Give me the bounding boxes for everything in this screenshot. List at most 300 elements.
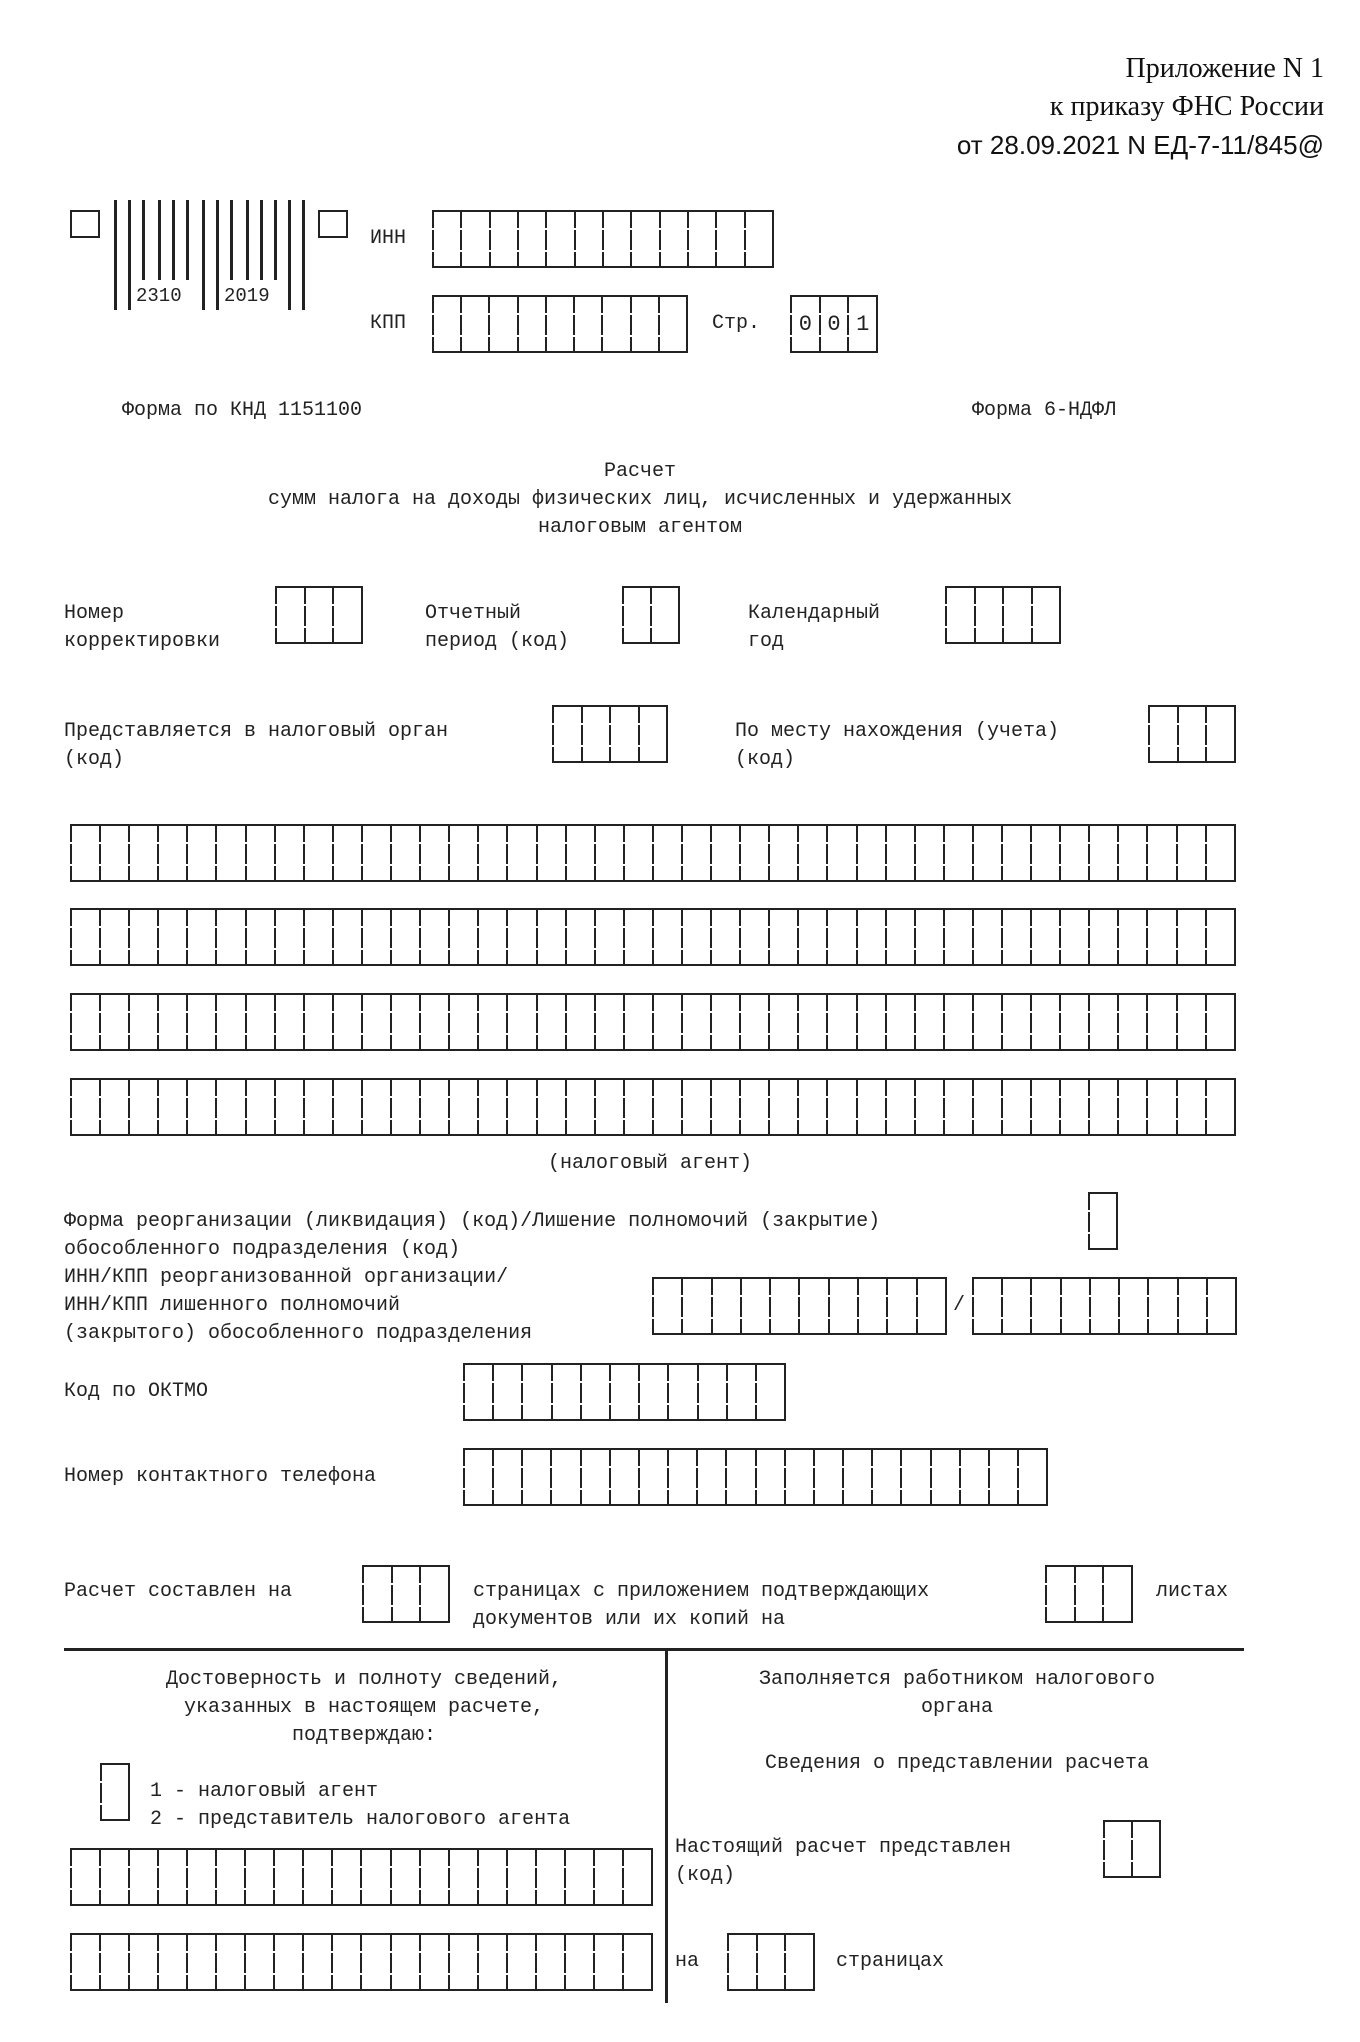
input-cell[interactable]	[434, 297, 462, 351]
input-cell[interactable]	[1032, 910, 1061, 964]
input-cell[interactable]	[916, 910, 945, 964]
input-cell[interactable]	[450, 1935, 479, 1989]
input-cell[interactable]	[276, 1080, 305, 1134]
input-cell[interactable]	[1133, 1822, 1159, 1876]
input-cell[interactable]	[746, 212, 772, 266]
input-cell[interactable]	[828, 826, 857, 880]
input-cell[interactable]	[364, 1567, 393, 1621]
input-cell[interactable]	[537, 1850, 566, 1904]
input-cell[interactable]	[770, 1080, 799, 1134]
input-cell[interactable]	[757, 1450, 786, 1504]
input-cell[interactable]	[757, 1365, 784, 1419]
input-cell[interactable]	[990, 1450, 1019, 1504]
input-cell[interactable]	[523, 1450, 552, 1504]
input-cell[interactable]	[1119, 1080, 1148, 1134]
reorg-kpp-field[interactable]	[972, 1277, 1237, 1335]
input-cell[interactable]	[217, 1080, 246, 1134]
input-cell[interactable]	[159, 995, 188, 1049]
input-cell[interactable]	[130, 1850, 159, 1904]
input-cell[interactable]	[101, 995, 130, 1049]
input-cell[interactable]	[640, 707, 667, 761]
input-cell[interactable]	[334, 588, 361, 642]
input-cell[interactable]	[660, 297, 686, 351]
input-cell[interactable]	[217, 826, 246, 880]
input-cell[interactable]	[654, 1080, 683, 1134]
input-cell[interactable]	[945, 910, 974, 964]
input-cell[interactable]	[786, 1450, 815, 1504]
input-cell[interactable]	[640, 1450, 669, 1504]
input-cell[interactable]	[916, 826, 945, 880]
input-cell[interactable]	[101, 1080, 130, 1134]
input-cell[interactable]	[576, 212, 604, 266]
input-cell[interactable]	[450, 1850, 479, 1904]
input-cell[interactable]	[450, 910, 479, 964]
input-cell[interactable]	[974, 1279, 1003, 1333]
input-cell[interactable]	[538, 1080, 567, 1134]
input-cell[interactable]	[72, 1850, 101, 1904]
input-cell[interactable]	[421, 910, 450, 964]
input-cell[interactable]	[566, 1850, 595, 1904]
input-cell[interactable]	[624, 1935, 651, 1989]
input-cell[interactable]	[101, 826, 130, 880]
input-cell[interactable]	[72, 826, 101, 880]
input-cell[interactable]	[508, 1935, 537, 1989]
input-cell[interactable]	[1047, 1567, 1076, 1621]
input-cell[interactable]	[683, 910, 712, 964]
input-cell[interactable]	[770, 826, 799, 880]
input-cell[interactable]	[742, 1279, 771, 1333]
input-cell[interactable]	[362, 1850, 391, 1904]
pages-count-field[interactable]	[362, 1565, 450, 1623]
input-cell[interactable]	[159, 1935, 188, 1989]
input-cell[interactable]	[1032, 1080, 1061, 1134]
input-cell[interactable]	[1207, 910, 1234, 964]
input-cell[interactable]	[888, 1279, 917, 1333]
input-cell[interactable]	[712, 1080, 741, 1134]
input-cell[interactable]	[974, 995, 1003, 1049]
input-cell[interactable]	[976, 588, 1005, 642]
oktmo-field[interactable]	[463, 1363, 786, 1421]
input-cell[interactable]	[727, 1450, 756, 1504]
input-cell[interactable]	[275, 1935, 304, 1989]
input-cell[interactable]	[421, 1080, 450, 1134]
input-cell[interactable]	[392, 826, 421, 880]
input-cell[interactable]	[683, 1279, 712, 1333]
input-cell[interactable]	[729, 1935, 758, 1989]
input-cell[interactable]	[583, 707, 612, 761]
input-cell[interactable]	[887, 1080, 916, 1134]
input-cell[interactable]	[604, 212, 632, 266]
input-cell[interactable]	[247, 910, 276, 964]
input-cell[interactable]	[305, 826, 334, 880]
input-cell[interactable]	[799, 1080, 828, 1134]
input-cell[interactable]	[741, 995, 770, 1049]
input-cell[interactable]	[717, 212, 745, 266]
input-cell[interactable]	[596, 995, 625, 1049]
input-cell[interactable]	[421, 1850, 450, 1904]
input-cell[interactable]	[712, 826, 741, 880]
input-cell[interactable]	[538, 826, 567, 880]
input-cell[interactable]	[625, 995, 654, 1049]
input-cell[interactable]	[304, 1935, 333, 1989]
input-cell[interactable]	[1148, 910, 1177, 964]
input-cell[interactable]	[465, 1365, 494, 1419]
input-cell[interactable]	[1032, 826, 1061, 880]
input-cell[interactable]	[479, 826, 508, 880]
input-cell[interactable]	[771, 1279, 800, 1333]
calendar-year-field[interactable]	[945, 586, 1061, 644]
input-cell[interactable]	[1033, 588, 1060, 642]
input-cell[interactable]	[334, 1080, 363, 1134]
input-cell[interactable]	[421, 1567, 448, 1621]
input-cell[interactable]	[334, 995, 363, 1049]
input-cell[interactable]	[974, 910, 1003, 964]
reorg-form-field[interactable]	[1088, 1192, 1118, 1250]
input-cell[interactable]	[902, 1450, 931, 1504]
input-cell[interactable]	[1032, 1279, 1061, 1333]
input-cell[interactable]	[654, 910, 683, 964]
input-cell[interactable]	[392, 1080, 421, 1134]
input-cell[interactable]	[101, 1850, 130, 1904]
input-cell[interactable]	[392, 910, 421, 964]
input-cell[interactable]	[603, 297, 631, 351]
input-cell[interactable]	[918, 1279, 945, 1333]
input-cell[interactable]	[246, 1850, 275, 1904]
signer-name-row[interactable]	[70, 1933, 653, 1991]
input-cell[interactable]	[1119, 995, 1148, 1049]
input-cell[interactable]	[479, 1935, 508, 1989]
input-cell[interactable]	[465, 1450, 494, 1504]
input-cell[interactable]	[1003, 910, 1032, 964]
input-cell[interactable]	[1003, 826, 1032, 880]
input-cell[interactable]	[494, 1450, 523, 1504]
input-cell[interactable]	[1149, 1279, 1178, 1333]
input-cell[interactable]	[567, 826, 596, 880]
input-cell[interactable]	[333, 1850, 362, 1904]
input-cell[interactable]	[595, 1850, 624, 1904]
input-cell[interactable]	[858, 910, 887, 964]
input-cell[interactable]	[632, 297, 660, 351]
input-cell[interactable]	[596, 826, 625, 880]
input-cell[interactable]	[277, 588, 306, 642]
input-cell[interactable]	[1090, 910, 1119, 964]
input-cell[interactable]	[188, 1850, 217, 1904]
input-cell[interactable]	[799, 826, 828, 880]
input-cell[interactable]	[1207, 826, 1234, 880]
input-cell[interactable]	[800, 1279, 829, 1333]
input-cell[interactable]	[159, 910, 188, 964]
input-cell[interactable]	[1091, 1279, 1120, 1333]
input-cell[interactable]	[1178, 826, 1207, 880]
input-cell[interactable]	[188, 910, 217, 964]
input-cell[interactable]	[1090, 1080, 1119, 1134]
input-cell[interactable]	[1061, 910, 1090, 964]
input-cell[interactable]	[932, 1450, 961, 1504]
input-cell[interactable]	[547, 297, 575, 351]
input-cell[interactable]	[1119, 826, 1148, 880]
agent-name-row[interactable]	[70, 993, 1236, 1051]
input-cell[interactable]	[669, 1365, 698, 1419]
input-cell[interactable]	[130, 1935, 159, 1989]
input-cell[interactable]	[624, 1850, 651, 1904]
input-cell[interactable]	[887, 826, 916, 880]
input-cell[interactable]	[595, 1935, 624, 1989]
input-cell[interactable]	[1179, 707, 1208, 761]
input-cell[interactable]	[305, 1080, 334, 1134]
input-cell[interactable]	[490, 297, 518, 351]
input-cell[interactable]	[566, 1935, 595, 1989]
input-cell[interactable]	[828, 995, 857, 1049]
input-cell[interactable]	[247, 826, 276, 880]
input-cell[interactable]	[101, 910, 130, 964]
input-cell[interactable]	[130, 995, 159, 1049]
input-cell[interactable]	[713, 1279, 742, 1333]
reorg-inn-field[interactable]	[652, 1277, 947, 1335]
input-cell[interactable]	[363, 1080, 392, 1134]
input-cell[interactable]	[575, 297, 603, 351]
input-cell[interactable]	[159, 1850, 188, 1904]
input-cell[interactable]	[1061, 995, 1090, 1049]
input-cell[interactable]	[1105, 1822, 1133, 1876]
input-cell[interactable]	[306, 588, 335, 642]
input-cell[interactable]	[363, 995, 392, 1049]
input-cell[interactable]	[188, 1080, 217, 1134]
input-cell[interactable]	[1061, 826, 1090, 880]
input-cell[interactable]	[1003, 995, 1032, 1049]
input-cell[interactable]	[479, 910, 508, 964]
submitted-code-field[interactable]	[1103, 1820, 1161, 1878]
input-cell[interactable]	[508, 1850, 537, 1904]
signer-name-row[interactable]	[70, 1848, 653, 1906]
input-cell[interactable]	[217, 995, 246, 1049]
input-cell[interactable]	[102, 1765, 128, 1819]
input-cell[interactable]	[538, 995, 567, 1049]
input-cell[interactable]	[741, 826, 770, 880]
input-cell[interactable]	[552, 1450, 581, 1504]
input-cell[interactable]	[434, 212, 462, 266]
input-cell[interactable]	[1148, 826, 1177, 880]
input-cell[interactable]	[130, 910, 159, 964]
input-cell[interactable]	[1003, 1279, 1032, 1333]
input-cell[interactable]	[689, 212, 717, 266]
input-cell[interactable]	[961, 1450, 990, 1504]
input-cell[interactable]	[523, 1365, 552, 1419]
input-cell[interactable]	[333, 1935, 362, 1989]
input-cell[interactable]	[421, 1935, 450, 1989]
input-cell[interactable]	[596, 1080, 625, 1134]
input-cell[interactable]	[363, 910, 392, 964]
input-cell[interactable]	[916, 1080, 945, 1134]
input-cell[interactable]	[494, 1365, 523, 1419]
input-cell[interactable]	[305, 910, 334, 964]
kpp-field[interactable]	[432, 295, 688, 353]
input-cell[interactable]	[974, 826, 1003, 880]
phone-field[interactable]	[463, 1448, 1048, 1506]
input-cell[interactable]	[1208, 1279, 1235, 1333]
input-cell[interactable]	[159, 826, 188, 880]
input-cell[interactable]	[786, 1935, 813, 1989]
input-cell[interactable]	[611, 707, 640, 761]
input-cell[interactable]	[770, 995, 799, 1049]
input-cell[interactable]	[770, 910, 799, 964]
input-cell[interactable]	[188, 826, 217, 880]
input-cell[interactable]	[421, 826, 450, 880]
input-cell[interactable]	[1032, 995, 1061, 1049]
input-cell[interactable]	[858, 826, 887, 880]
input-cell[interactable]	[508, 995, 537, 1049]
input-cell[interactable]	[654, 995, 683, 1049]
input-cell[interactable]	[519, 297, 547, 351]
input-cell[interactable]	[479, 1080, 508, 1134]
input-cell[interactable]	[654, 826, 683, 880]
input-cell[interactable]	[1076, 1567, 1105, 1621]
input-cell[interactable]	[698, 1450, 727, 1504]
input-cell[interactable]	[1120, 1279, 1149, 1333]
input-cell[interactable]	[247, 995, 276, 1049]
input-cell[interactable]	[363, 826, 392, 880]
input-cell[interactable]	[669, 1450, 698, 1504]
agent-name-row[interactable]	[70, 824, 1236, 882]
input-cell[interactable]	[1207, 707, 1234, 761]
signer-type-field[interactable]	[100, 1763, 130, 1821]
input-cell[interactable]	[188, 995, 217, 1049]
input-cell[interactable]	[217, 1935, 246, 1989]
input-cell[interactable]	[554, 707, 583, 761]
input-cell[interactable]	[567, 910, 596, 964]
input-cell[interactable]	[945, 995, 974, 1049]
input-cell[interactable]	[246, 1935, 275, 1989]
input-cell[interactable]	[450, 826, 479, 880]
input-cell[interactable]	[828, 910, 857, 964]
input-cell[interactable]	[916, 995, 945, 1049]
office-pages-field[interactable]	[727, 1933, 815, 1991]
input-cell[interactable]	[1090, 826, 1119, 880]
input-cell[interactable]	[334, 826, 363, 880]
input-cell[interactable]	[858, 1080, 887, 1134]
input-cell[interactable]	[683, 1080, 712, 1134]
input-cell[interactable]	[625, 910, 654, 964]
input-cell[interactable]	[275, 1850, 304, 1904]
input-cell[interactable]	[582, 1450, 611, 1504]
input-cell[interactable]	[1019, 1450, 1046, 1504]
input-cell[interactable]	[1207, 995, 1234, 1049]
input-cell[interactable]	[1148, 1080, 1177, 1134]
input-cell[interactable]	[188, 1935, 217, 1989]
input-cell[interactable]	[479, 995, 508, 1049]
input-cell[interactable]	[858, 995, 887, 1049]
input-cell[interactable]	[1207, 1080, 1234, 1134]
input-cell[interactable]	[462, 212, 490, 266]
input-cell[interactable]	[640, 1365, 669, 1419]
location-field[interactable]	[1148, 705, 1236, 763]
input-cell[interactable]	[276, 995, 305, 1049]
tax-authority-field[interactable]	[552, 705, 668, 763]
input-cell[interactable]	[625, 826, 654, 880]
input-cell[interactable]	[334, 910, 363, 964]
input-cell[interactable]	[392, 995, 421, 1049]
input-cell[interactable]	[828, 1080, 857, 1134]
input-cell[interactable]	[130, 1080, 159, 1134]
input-cell[interactable]	[1178, 995, 1207, 1049]
input-cell[interactable]	[859, 1279, 888, 1333]
input-cell[interactable]	[945, 1080, 974, 1134]
input-cell[interactable]	[582, 1365, 611, 1419]
input-cell[interactable]	[450, 995, 479, 1049]
input-cell[interactable]	[887, 995, 916, 1049]
input-cell[interactable]	[596, 910, 625, 964]
input-cell[interactable]	[537, 1935, 566, 1989]
input-cell[interactable]	[799, 910, 828, 964]
input-cell[interactable]	[450, 1080, 479, 1134]
input-cell[interactable]	[393, 1567, 422, 1621]
input-cell[interactable]	[567, 995, 596, 1049]
input-cell[interactable]	[741, 910, 770, 964]
input-cell[interactable]	[654, 1279, 683, 1333]
input-cell[interactable]	[508, 1080, 537, 1134]
input-cell[interactable]	[1178, 910, 1207, 964]
input-cell[interactable]	[624, 588, 652, 642]
input-cell[interactable]	[553, 1365, 582, 1419]
input-cell[interactable]	[247, 1080, 276, 1134]
input-cell[interactable]	[1104, 1567, 1131, 1621]
agent-name-row[interactable]	[70, 1078, 1236, 1136]
input-cell[interactable]	[611, 1450, 640, 1504]
input-cell[interactable]	[1090, 1194, 1116, 1248]
reporting-period-field[interactable]	[622, 586, 680, 644]
input-cell[interactable]	[1148, 995, 1177, 1049]
input-cell[interactable]	[830, 1279, 859, 1333]
input-cell[interactable]	[728, 1365, 757, 1419]
inn-field[interactable]	[432, 210, 774, 268]
input-cell[interactable]	[508, 826, 537, 880]
input-cell[interactable]	[304, 1850, 333, 1904]
input-cell[interactable]	[392, 1850, 421, 1904]
input-cell[interactable]	[699, 1365, 728, 1419]
input-cell[interactable]	[625, 1080, 654, 1134]
input-cell[interactable]	[217, 1850, 246, 1904]
input-cell[interactable]	[945, 826, 974, 880]
input-cell[interactable]	[276, 910, 305, 964]
input-cell[interactable]	[276, 826, 305, 880]
input-cell[interactable]	[844, 1450, 873, 1504]
input-cell[interactable]	[947, 588, 976, 642]
input-cell[interactable]	[1003, 1080, 1032, 1134]
input-cell[interactable]	[712, 910, 741, 964]
input-cell[interactable]	[538, 910, 567, 964]
input-cell[interactable]	[362, 1935, 391, 1989]
input-cell[interactable]	[519, 212, 547, 266]
input-cell[interactable]	[632, 212, 660, 266]
input-cell[interactable]	[392, 1935, 421, 1989]
input-cell[interactable]	[873, 1450, 902, 1504]
input-cell[interactable]	[712, 995, 741, 1049]
input-cell[interactable]	[815, 1450, 844, 1504]
input-cell[interactable]	[758, 1935, 787, 1989]
input-cell[interactable]	[799, 995, 828, 1049]
input-cell[interactable]	[101, 1935, 130, 1989]
input-cell[interactable]	[72, 910, 101, 964]
input-cell[interactable]	[1178, 1080, 1207, 1134]
input-cell[interactable]	[652, 588, 678, 642]
input-cell[interactable]	[1179, 1279, 1208, 1333]
input-cell[interactable]	[491, 212, 519, 266]
input-cell[interactable]	[1119, 910, 1148, 964]
input-cell[interactable]	[1062, 1279, 1091, 1333]
input-cell[interactable]	[741, 1080, 770, 1134]
input-cell[interactable]	[305, 995, 334, 1049]
input-cell[interactable]	[661, 212, 689, 266]
input-cell[interactable]	[462, 297, 490, 351]
